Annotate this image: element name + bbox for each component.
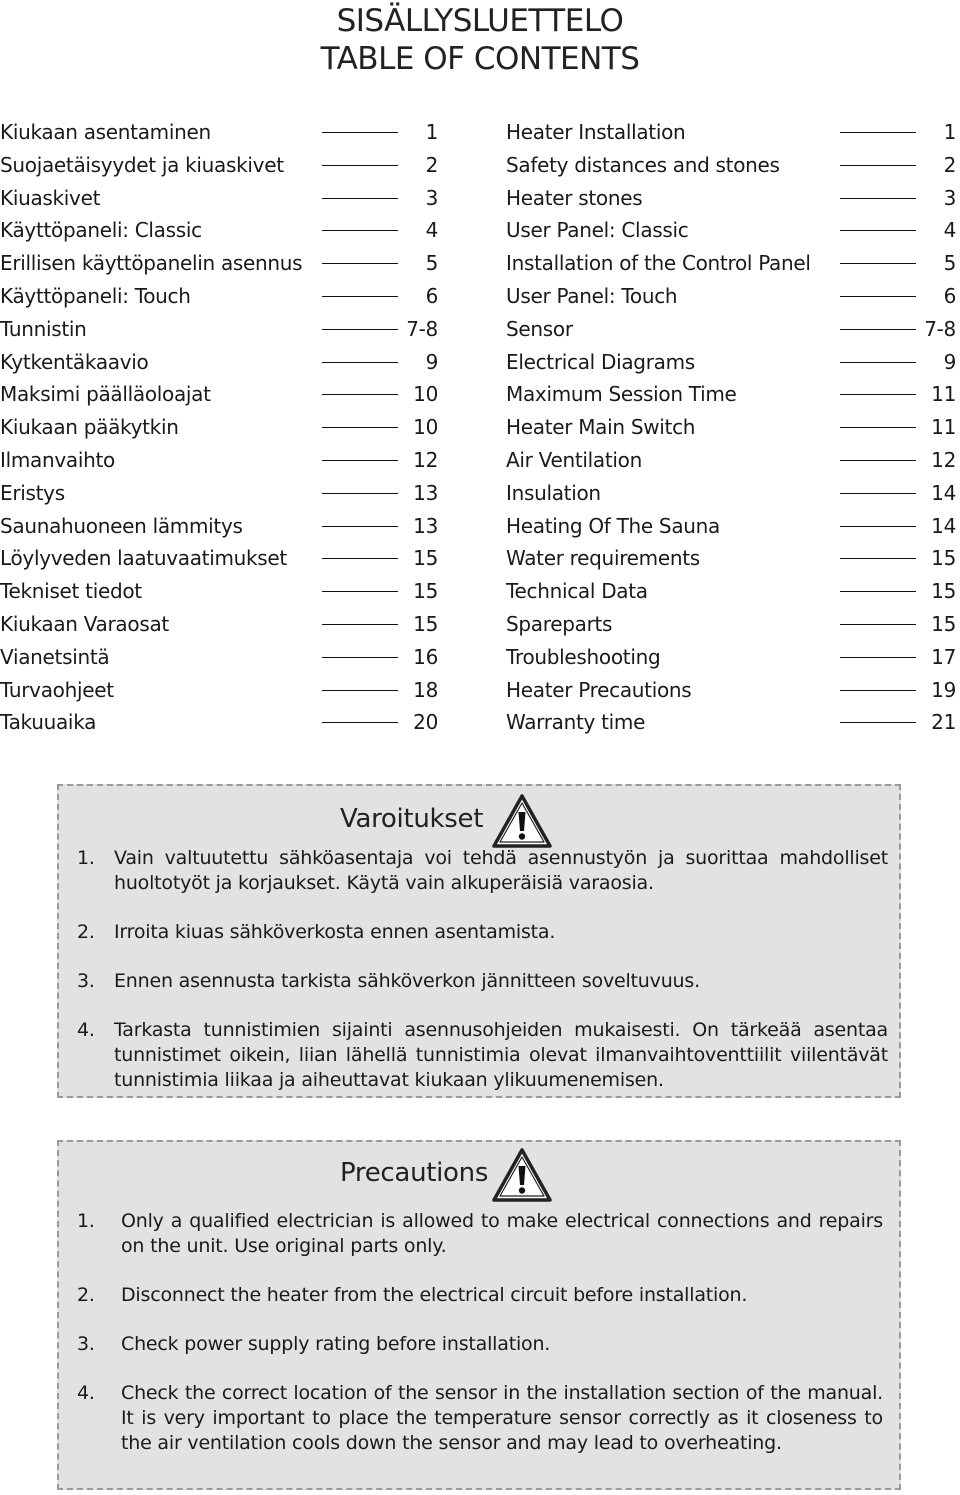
warning-item-number: 3.: [77, 970, 95, 992]
toc-leader-line: [840, 362, 916, 363]
toc-entry-page: 13: [413, 513, 438, 538]
toc-entry-label: Kiukaan Varaosat: [0, 611, 169, 636]
toc-leader-line: [322, 558, 398, 559]
toc-entry[interactable]: [0, 346, 440, 379]
toc-entry-page: 1: [943, 120, 956, 144]
toc-leader-line: [322, 690, 398, 691]
precaution-item-number: 1.: [77, 1210, 95, 1232]
warning-item-text: Irroita kiuas sähköverkosta ennen asentamista.: [114, 921, 556, 943]
toc-leader-line: [840, 591, 916, 592]
toc-leader-line: [840, 427, 916, 428]
precaution-item-text: Only a qualified electrician is allowed to make electrical connections and repairs on the unit. Use original parts only.: [121, 1210, 883, 1257]
toc-entry-page: 10: [413, 382, 438, 407]
warning-item-text: Ennen asennusta tarkista sähköverkon jännitteen soveltuvuus.: [114, 970, 700, 992]
toc-entry-label: User Panel: Touch: [506, 283, 678, 308]
toc-entry[interactable]: [506, 149, 958, 182]
toc-leader-line: [322, 329, 398, 330]
toc-entry-label: Erillisen käyttöpanelin asennus: [0, 251, 303, 276]
toc-entry-label: Sensor: [506, 316, 573, 341]
toc-entry-label: Käyttöpaneli: Touch: [0, 283, 191, 308]
toc-entry-page: 16: [413, 644, 438, 669]
toc-entry-page: 4: [943, 218, 956, 243]
toc-entry[interactable]: [0, 542, 440, 575]
warning-item-text: Vain valtuutettu sähköasentaja voi tehdä asennustyön ja suorittaa mahdolliset huoltotyöt ja korjaukset. Käytä vain alkuperäisiä varaosia.: [114, 847, 888, 894]
toc-entry[interactable]: [506, 411, 958, 444]
toc-entry[interactable]: [506, 608, 958, 641]
precaution-item-text: Check the correct location of the sensor in the installation section of the manual. It is very important to place the temperature sensor correctly as it closeness to the air ventilation cools down the sensor and may lead to overheating.: [121, 1382, 883, 1454]
precaution-item-number: 3.: [77, 1333, 95, 1355]
toc-entry-label: Suojaetäisyydet ja kiuaskivet: [0, 152, 284, 177]
toc-leader-line: [840, 230, 916, 231]
toc-entry-label: Warranty time: [506, 710, 646, 735]
toc-entry-page: 11: [931, 415, 956, 440]
toc-leader-line: [840, 624, 916, 625]
toc-entry-page: 12: [413, 447, 438, 472]
toc-entry-label: Troubleshooting: [506, 644, 661, 669]
toc-entry[interactable]: [506, 346, 958, 379]
toc-entry[interactable]: [506, 477, 958, 510]
toc-entry-label: Kiukaan pääkytkin: [0, 415, 179, 440]
toc-entry-page: 15: [413, 579, 438, 604]
warnings-header: [59, 786, 899, 850]
toc-entry[interactable]: [506, 674, 958, 707]
toc-entry-page: 2: [943, 152, 956, 177]
toc-entry-label: Maximum Session Time: [506, 382, 737, 407]
toc-leader-line: [322, 427, 398, 428]
toc-entry-label: Saunahuoneen lämmitys: [0, 513, 243, 538]
toc-leader-line: [840, 558, 916, 559]
warning-triangle-icon: [492, 1148, 552, 1202]
precautions-box-english: [57, 1140, 901, 1490]
toc-leader-line: [322, 526, 398, 527]
toc-entry-page: 15: [413, 546, 438, 571]
toc-leader-line: [322, 591, 398, 592]
warning-item-text: Tarkasta tunnistimien sijainti asennusohjeiden mukaisesti. On tärkeää asentaa tunnistimet oikein, liian lähellä tunnistimia olevat ilmanvaihtoventtiilit viilentävät tunnistimia liikaa ja aiheuttavat kiukaan ylikuumenemisen.: [114, 1019, 888, 1091]
toc-entry[interactable]: [0, 280, 440, 313]
toc-entry[interactable]: [506, 280, 958, 313]
toc-leader-line: [840, 296, 916, 297]
toc-entry[interactable]: [506, 313, 958, 346]
toc-entry-label: Air Ventilation: [506, 447, 642, 472]
toc-entry-label: Heater Precautions: [506, 677, 692, 702]
toc-entry-label: Löylyveden laatuvaatimukset: [0, 546, 287, 571]
precaution-item-text: Check power supply rating before installation.: [121, 1333, 551, 1355]
toc-entry-page: 9: [425, 349, 438, 374]
toc-leader-line: [322, 296, 398, 297]
precautions-header: [59, 1142, 899, 1206]
toc-entry-label: Tekniset tiedot: [0, 579, 142, 604]
toc-entry-label: Kiukaan asentaminen: [0, 120, 211, 144]
toc-entry[interactable]: [0, 411, 440, 444]
toc-entry[interactable]: [0, 247, 440, 280]
toc-entry-page: 15: [413, 611, 438, 636]
toc-entry-label: Safety distances and stones: [506, 152, 780, 177]
toc-entry-page: 7-8: [406, 316, 438, 341]
toc-entry-label: Tunnistin: [0, 316, 87, 341]
toc-entry-label: Takuuaika: [0, 710, 97, 735]
toc-leader-line: [322, 722, 398, 723]
toc-entry-label: Vianetsintä: [0, 644, 110, 669]
toc-leader-line: [322, 657, 398, 658]
toc-leader-line: [840, 493, 916, 494]
toc-entry-label: Maksimi päälläoloajat: [0, 382, 211, 407]
toc-entry-page: 18: [413, 677, 438, 702]
warning-item-number: 1.: [77, 847, 95, 869]
toc-entry[interactable]: [0, 313, 440, 346]
toc-entry[interactable]: [506, 182, 958, 215]
warning-item-number: 2.: [77, 921, 95, 943]
toc-entry-label: User Panel: Classic: [506, 218, 689, 243]
warning-triangle-icon: [492, 794, 552, 848]
toc-entry[interactable]: [0, 214, 440, 247]
toc-finnish: [0, 116, 440, 739]
toc-leader-line: [840, 690, 916, 691]
toc-entry[interactable]: [0, 378, 440, 411]
precaution-item-number: 4.: [77, 1382, 95, 1404]
toc-entry-page: 3: [943, 185, 956, 210]
toc-entry[interactable]: [506, 378, 958, 411]
toc-entry-page: 20: [413, 710, 438, 735]
toc-leader-line: [840, 132, 916, 133]
toc-entry[interactable]: [0, 149, 440, 182]
toc-entry-label: Installation of the Control Panel: [506, 251, 811, 276]
toc-entry-page: 5: [943, 251, 956, 276]
toc-leader-line: [322, 362, 398, 363]
toc-leader-line: [840, 165, 916, 166]
page-title-english: TABLE OF CONTENTS: [320, 41, 640, 77]
warning-item-number: 4.: [77, 1019, 95, 1041]
toc-entry-label: Heater stones: [506, 185, 643, 210]
toc-entry[interactable]: [506, 247, 958, 280]
toc-entry-label: Technical Data: [506, 579, 648, 604]
toc-entry[interactable]: [0, 182, 440, 215]
toc-leader-line: [322, 460, 398, 461]
toc-leader-line: [322, 493, 398, 494]
toc-entry[interactable]: [506, 116, 958, 149]
toc-leader-line: [322, 132, 398, 133]
warnings-title: Varoitukset: [340, 804, 484, 834]
toc-entry-page: 15: [931, 579, 956, 604]
toc-entry[interactable]: [506, 575, 958, 608]
toc-entry-label: Heater Installation: [506, 120, 686, 144]
toc-entry-label: Kiuaskivet: [0, 185, 101, 210]
toc-entry[interactable]: [506, 641, 958, 674]
toc-entry-page: 9: [943, 349, 956, 374]
page-title-finnish: SISÄLLYSLUETTELO: [336, 3, 624, 39]
toc-entry-page: 11: [931, 382, 956, 407]
toc-entry-label: Turvaohjeet: [0, 677, 114, 702]
toc-leader-line: [840, 263, 916, 264]
toc-entry[interactable]: [0, 444, 440, 477]
toc-entry-page: 7-8: [924, 316, 956, 341]
toc-entry[interactable]: [506, 510, 958, 543]
toc-entry[interactable]: [0, 706, 440, 739]
toc-entry-page: 15: [931, 546, 956, 571]
toc-entry-label: Electrical Diagrams: [506, 349, 695, 374]
toc-leader-line: [322, 394, 398, 395]
toc-entry-page: 19: [931, 677, 956, 702]
toc-entry[interactable]: [506, 214, 958, 247]
toc-entry-label: Eristys: [0, 480, 65, 505]
toc-entry-page: 6: [943, 283, 956, 308]
toc-entry-page: 2: [425, 152, 438, 177]
toc-entry[interactable]: [0, 608, 440, 641]
toc-entry-label: Käyttöpaneli: Classic: [0, 218, 202, 243]
toc-entry[interactable]: [506, 706, 958, 739]
warnings-box-finnish: [57, 784, 901, 1098]
toc-entry-label: Insulation: [506, 480, 601, 505]
precaution-item-number: 2.: [77, 1284, 95, 1306]
toc-entry-label: Spareparts: [506, 611, 613, 636]
toc-leader-line: [322, 198, 398, 199]
toc-entry-page: 14: [931, 513, 956, 538]
toc-entry-page: 14: [931, 480, 956, 505]
toc-leader-line: [840, 722, 916, 723]
toc-entry[interactable]: [0, 641, 440, 674]
toc-entry-label: Heating Of The Sauna: [506, 513, 720, 538]
precautions-title: Precautions: [340, 1158, 489, 1188]
toc-leader-line: [840, 460, 916, 461]
toc-entry[interactable]: [0, 575, 440, 608]
toc-entry-label: Heater Main Switch: [506, 415, 696, 440]
toc-entry-label: Water requirements: [506, 546, 700, 571]
toc-entry-page: 21: [931, 710, 956, 735]
toc-entry-page: 5: [425, 251, 438, 276]
toc-leader-line: [840, 198, 916, 199]
toc-leader-line: [322, 263, 398, 264]
toc-leader-line: [322, 230, 398, 231]
toc-entry-page: 10: [413, 415, 438, 440]
toc-entry-page: 6: [425, 283, 438, 308]
toc-leader-line: [840, 657, 916, 658]
toc-entry-label: Ilmanvaihto: [0, 447, 115, 472]
toc-entry[interactable]: [0, 477, 440, 510]
toc-entry-page: 3: [425, 185, 438, 210]
toc-entry-page: 13: [413, 480, 438, 505]
toc-entry[interactable]: [506, 444, 958, 477]
toc-entry-label: Kytkentäkaavio: [0, 349, 149, 374]
toc-leader-line: [840, 394, 916, 395]
toc-entry-page: 1: [425, 120, 438, 144]
toc-entry[interactable]: [0, 674, 440, 707]
toc-entry-page: 15: [931, 611, 956, 636]
toc-entry-page: 4: [425, 218, 438, 243]
toc-leader-line: [322, 165, 398, 166]
toc-entry[interactable]: [0, 510, 440, 543]
precaution-item-text: Disconnect the heater from the electrical circuit before installation.: [121, 1284, 748, 1306]
toc-entry-page: 12: [931, 447, 956, 472]
toc-leader-line: [322, 624, 398, 625]
toc-leader-line: [840, 526, 916, 527]
toc-entry-page: 17: [931, 644, 956, 669]
toc-entry[interactable]: [506, 542, 958, 575]
toc-leader-line: [840, 329, 916, 330]
toc-entry[interactable]: [0, 116, 440, 149]
toc-english: [506, 116, 958, 739]
